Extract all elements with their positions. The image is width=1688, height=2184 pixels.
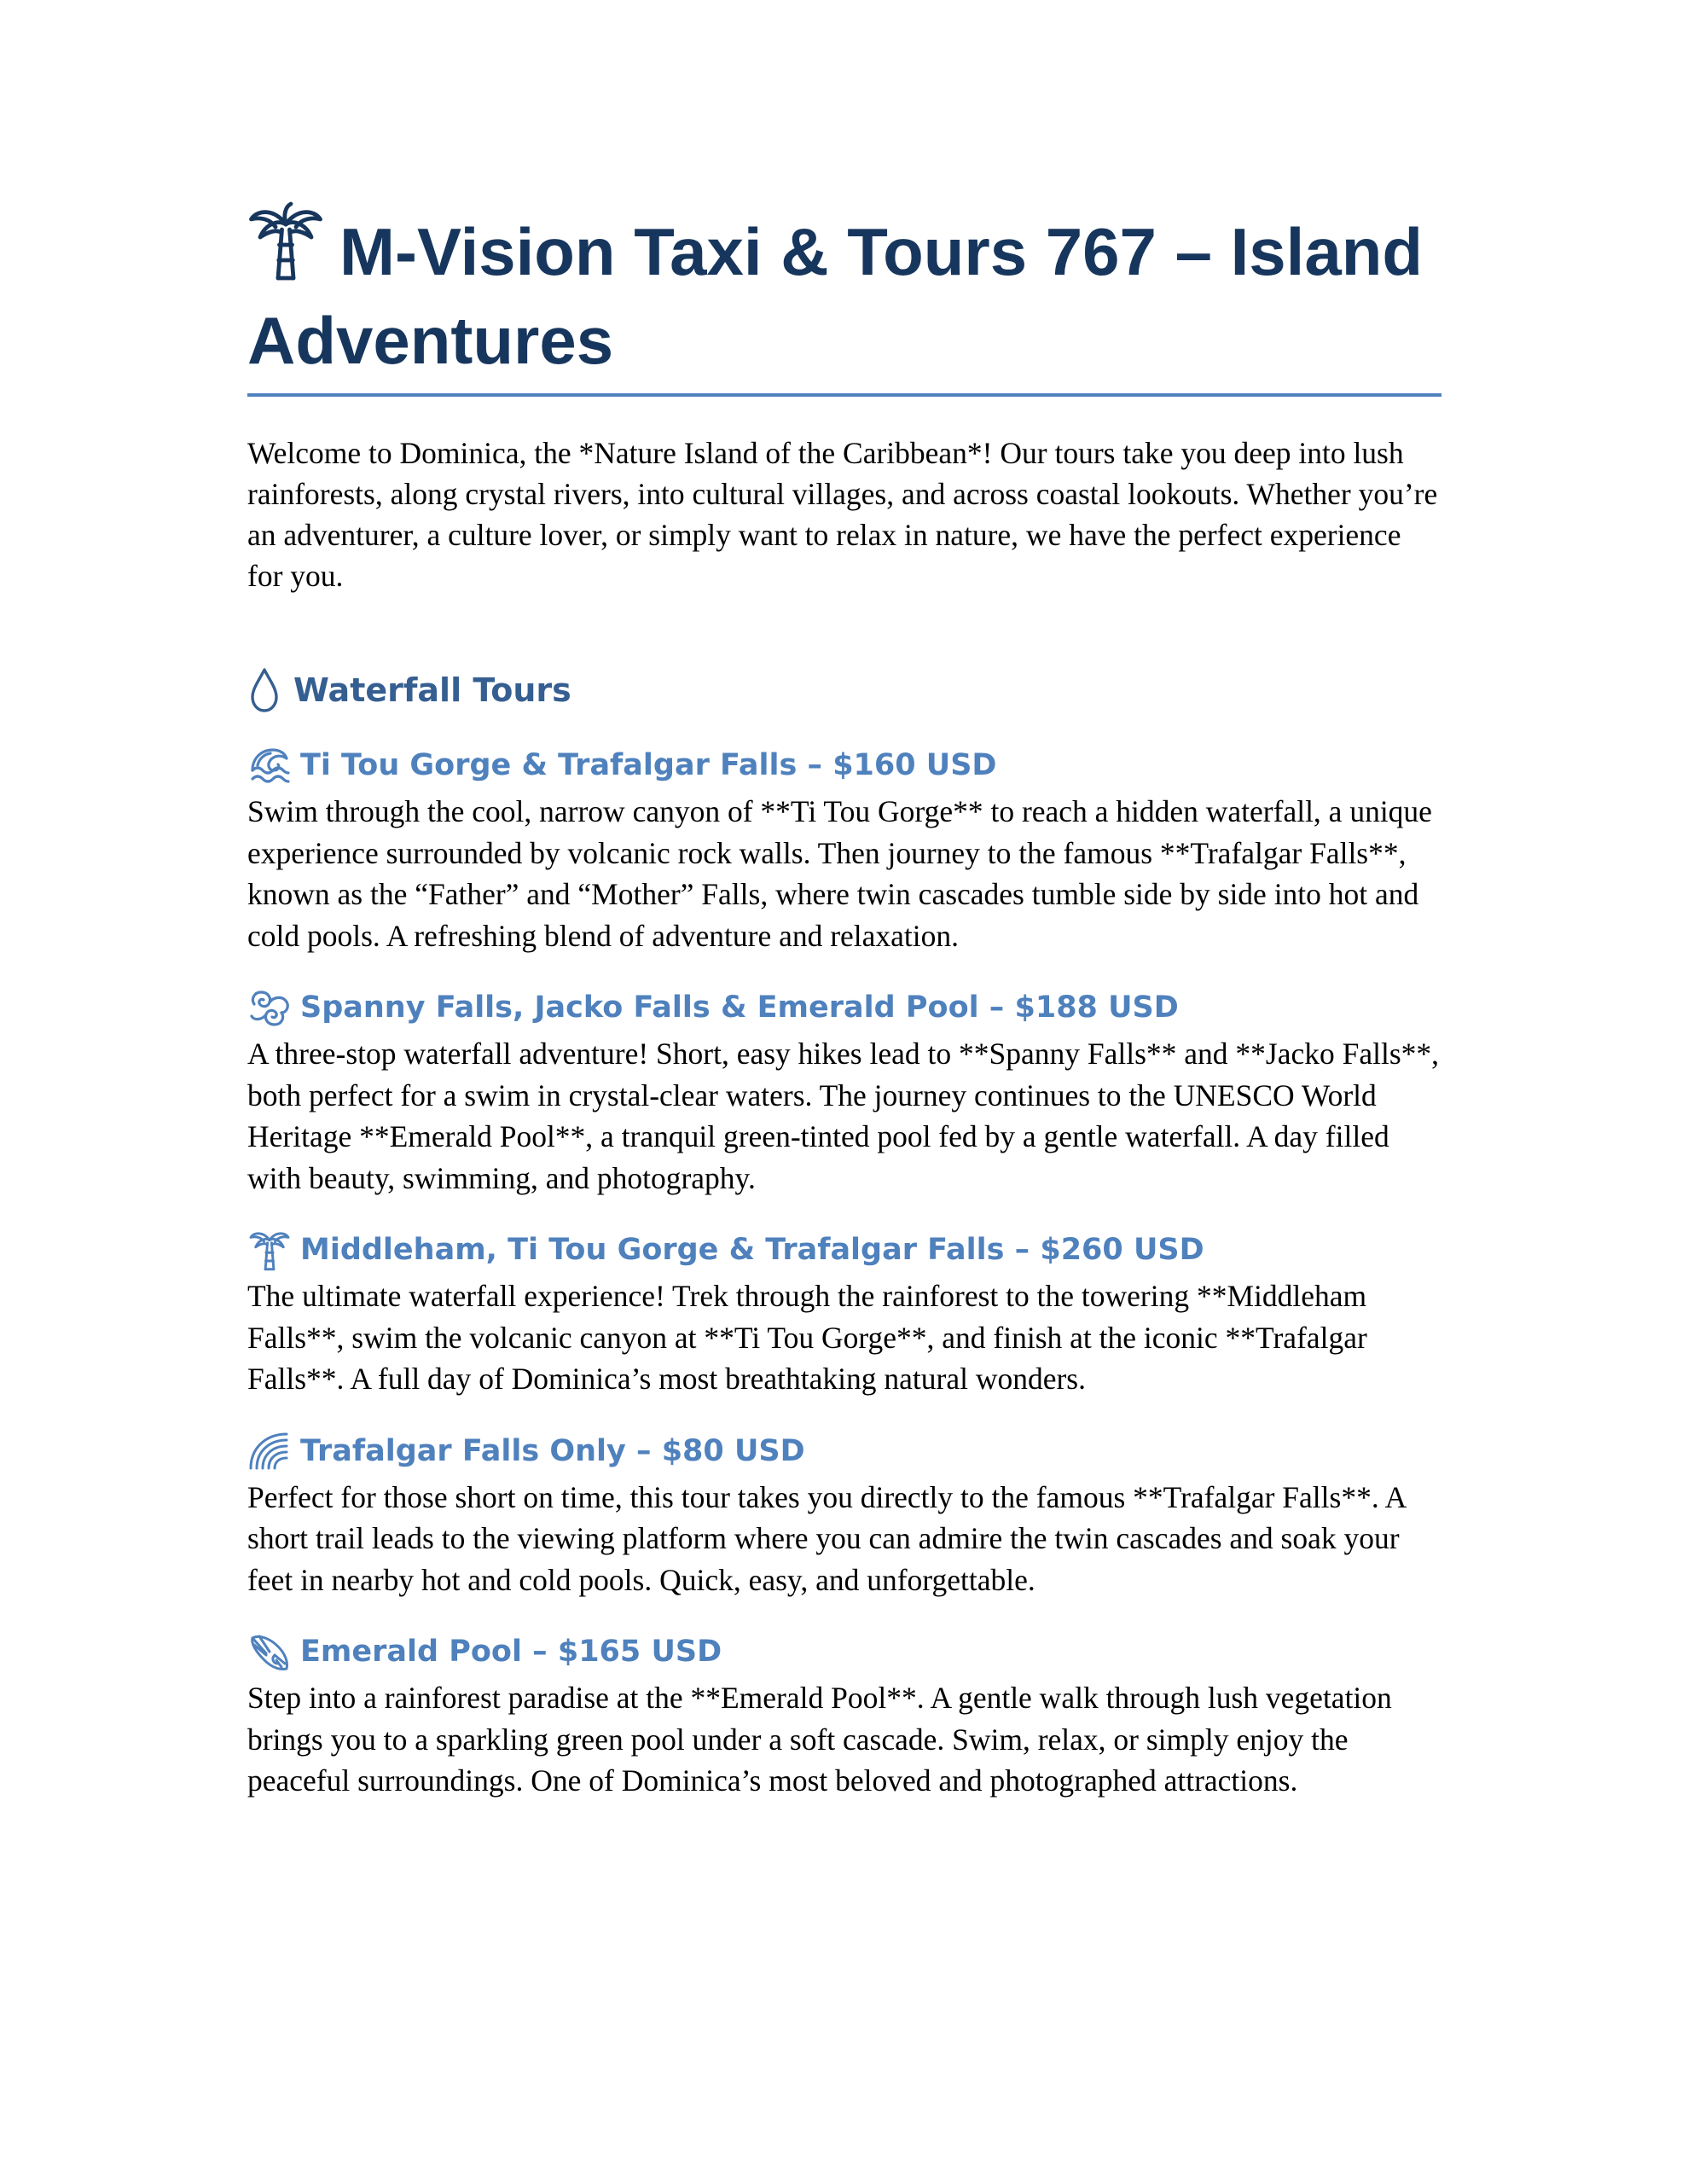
section-heading-text: Waterfall Tours bbox=[293, 671, 571, 709]
tour-heading bbox=[247, 1429, 1441, 1473]
tour-description: Step into a rainforest paradise at the **Emerald Pool**. A gentle walk through lush vegetation brings you to a sparkling green pool under a soft cascade. Swim, relax, or simply enjoy the peaceful surroundings. One of Dominica’s most beloved and photographed attractions. bbox=[247, 1681, 1392, 1798]
tour-description: A three-stop waterfall adventure! Short, easy hikes lead to **Spanny Falls** and **Jacko Falls**, both perfect for a swim in crystal-clear waters. The journey continues to the UNESCO World Heritage **Emerald Pool**, a tranquil green-tinted pool fed by a gentle waterfall. A day filled with beauty, swimming, and photography. bbox=[247, 1037, 1440, 1195]
tour-item bbox=[247, 985, 1441, 1199]
tour-item bbox=[247, 1429, 1441, 1601]
tour-item bbox=[247, 1629, 1441, 1802]
wave-icon bbox=[247, 743, 292, 787]
tour-heading-text: Emerald Pool – $165 USD bbox=[300, 1635, 722, 1669]
document-title-heading bbox=[247, 201, 1441, 397]
tour-description: The ultimate waterfall experience! Trek through the rainforest to the towering **Middleham Falls**, swim the volcanic canyon at **Ti Tou Gorge**, and finish at the iconic **Trafalgar Falls**. A full day of Dominica’s most breathtaking natural wonders. bbox=[247, 1279, 1367, 1396]
rainbow-icon bbox=[247, 1429, 292, 1473]
tour-description: Swim through the cool, narrow canyon of **Ti Tou Gorge** to reach a hidden waterfall, a unique experience surrounded by volcanic rock walls. Then journey to the famous **Trafalgar Falls**, known as the “Father” and “Mother” Falls, where twin cascades tumble side by side into hot and cold pools. A refreshing blend of adventure and relaxation. bbox=[247, 794, 1432, 953]
wind-swirl-icon bbox=[247, 985, 292, 1030]
water-drop-icon bbox=[247, 666, 281, 714]
seashell-icon bbox=[247, 1629, 292, 1674]
intro-paragraph: Welcome to Dominica, the *Nature Island of the Caribbean*! Our tours take you deep into lush rainforests, along crystal rivers, into cultural villages, and across coastal lookouts. Whether you’re an adventurer, a culture lover, or simply want to relax in nature, we have the perfect experience for you. bbox=[247, 436, 1438, 593]
tour-heading bbox=[247, 743, 1441, 787]
tour-heading bbox=[247, 1629, 1441, 1674]
section-heading-waterfall-tours bbox=[247, 666, 1441, 714]
tour-heading-text: Trafalgar Falls Only – $80 USD bbox=[300, 1433, 805, 1468]
tour-heading-text: Middleham, Ti Tou Gorge & Trafalgar Falls – $260 USD bbox=[300, 1233, 1204, 1267]
tour-item bbox=[247, 1228, 1441, 1400]
tour-heading bbox=[247, 985, 1441, 1030]
tour-heading-text: Ti Tou Gorge & Trafalgar Falls – $160 USD bbox=[300, 748, 997, 782]
tour-item bbox=[247, 743, 1441, 956]
tour-heading bbox=[247, 1228, 1441, 1272]
document-title: M-Vision Taxi & Tours 767 – Island Adventures bbox=[247, 214, 1424, 378]
palm-tree-icon bbox=[247, 1228, 292, 1272]
document-content bbox=[247, 201, 1441, 1802]
tour-heading-text: Spanny Falls, Jacko Falls & Emerald Pool – $188 USD bbox=[300, 990, 1179, 1025]
tour-description: Perfect for those short on time, this tour takes you directly to the famous **Trafalgar Falls**. A short trail leads to the viewing platform where you can admire the twin cascades and soak your feet in nearby hot and cold pools. Quick, easy, and unforgettable. bbox=[247, 1479, 1406, 1597]
palm-tree-icon bbox=[247, 201, 324, 283]
